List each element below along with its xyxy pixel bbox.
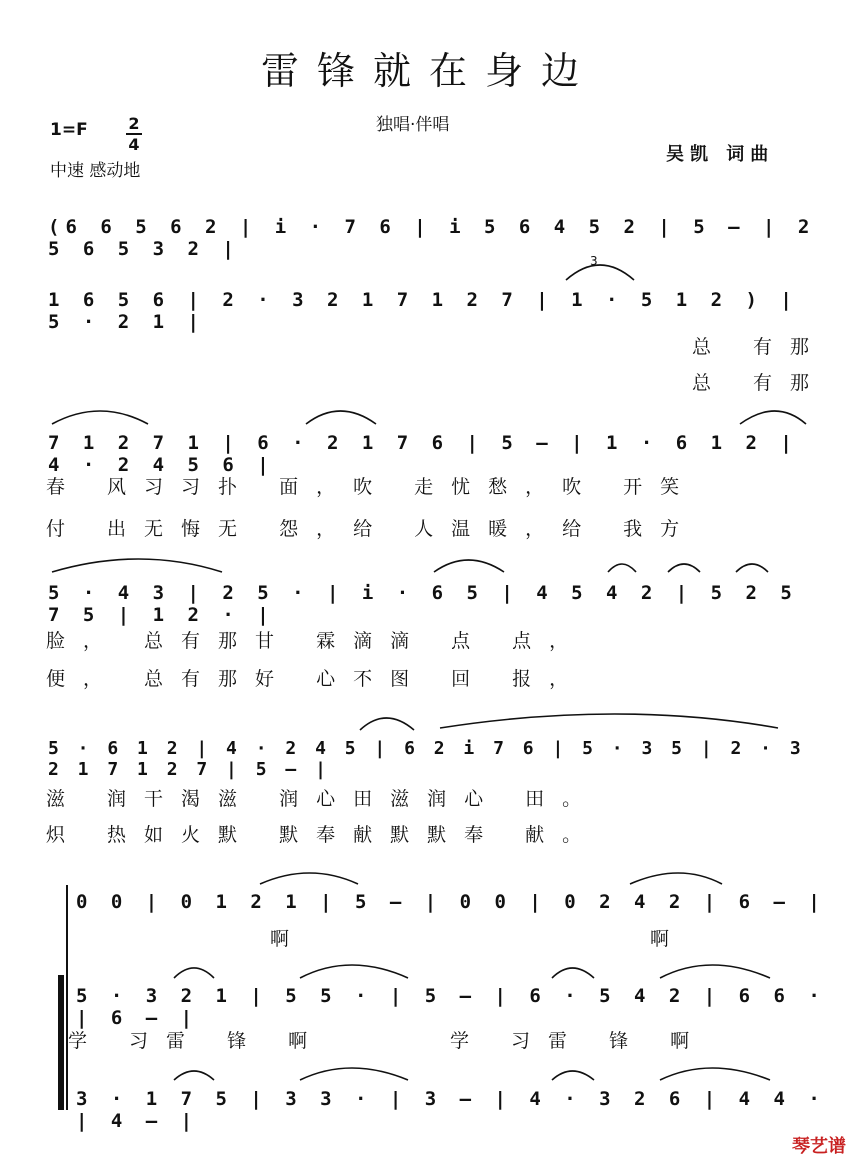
system-7-lyric-1: 学 习雷 锋 啊 (68, 1030, 326, 1052)
performance-subtitle: 独唱·伴唱 (376, 115, 450, 135)
system-3-notes: 7 1 2 7 1 | 6 · 2 1 7 6 | 5 – | 1 · 6 1 2 | 4 · 2 4 5 6 | (48, 432, 798, 476)
system-2-lyric-2: 总 有那 (692, 372, 828, 394)
song-title: 雷锋就在身边 (260, 49, 597, 93)
time-signature (126, 114, 142, 154)
system-5-notes: 5 · 6 1 2 | 4 · 2 4 5 | 6 2 i 7 6 | 5 · 3 5 | 2 · 3 2 1 7 1 2 7 | 5 – | (48, 738, 805, 780)
key-signature: 1=F (50, 120, 88, 140)
system-2-notes: 1 6 5 6 | 2 · 3 2 1 7 1 2 7 | 1 · 5 1 2 ) | 5 · 2 1 | (48, 289, 798, 333)
system-7-notes: 5 · 3 2 1 | 5 5 · | 5 – | 6 · 5 4 2 | 6 6 · | 6 – | (76, 985, 826, 1029)
triplet-mark: 3 (590, 254, 598, 268)
system-brace-line (66, 885, 68, 1110)
watermark-logo: 琴艺谱 (792, 1136, 846, 1157)
system-6-lyric-1: 啊 (270, 928, 308, 950)
system-bracket (58, 975, 64, 1110)
system-8-notes: 3 · 1 7 5 | 3 3 · | 3 – | 4 · 3 2 6 | 4 4 · | 4 – | (76, 1088, 826, 1132)
author-credit: 吴凯 词曲 (666, 144, 775, 165)
tempo-marking: 中速 感动地 (50, 161, 141, 181)
system-4-lyric-1: 脸， 总有那甘 霖滴滴 点 点， (46, 630, 587, 652)
system-3-lyric-1: 春 风习习扑 面，吹 走忧愁，吹 开笑 (46, 476, 698, 498)
system-6-lyric-2: 啊 (650, 928, 688, 950)
time-sig-top: 2 (128, 114, 140, 133)
system-4-notes: 5 · 4 3 | 2 5 · | i · 6 5 | 4 5 4 2 | 5 2 5 7 5 | 1 2 · | (48, 582, 798, 626)
system-1-notes: (6 6 5 6 2 | i · 7 6 | i 5 6 4 5 2 | 5 – | 2 5 6 5 3 2 | (48, 216, 816, 260)
system-5-lyric-2: 炽 热如火默 默奉献默默奉 献。 (46, 824, 600, 846)
system-4-lyric-2: 便， 总有那好 心不图 回 报， (46, 668, 587, 690)
time-sig-bottom: 4 (126, 133, 142, 154)
system-7-lyric-2: 学 习雷 锋 啊 (450, 1030, 708, 1052)
system-2-lyric-1: 总 有那 (692, 336, 828, 358)
system-6-notes: 0 0 | 0 1 2 1 | 5 – | 0 0 | 0 2 4 2 | 6 – | (76, 891, 826, 913)
system-3-lyric-2: 付 出无悔无 怨，给 人温暖，给 我方 (46, 518, 698, 540)
system-5-lyric-1: 滋 润干渴滋 润心田滋润心 田。 (46, 788, 600, 810)
